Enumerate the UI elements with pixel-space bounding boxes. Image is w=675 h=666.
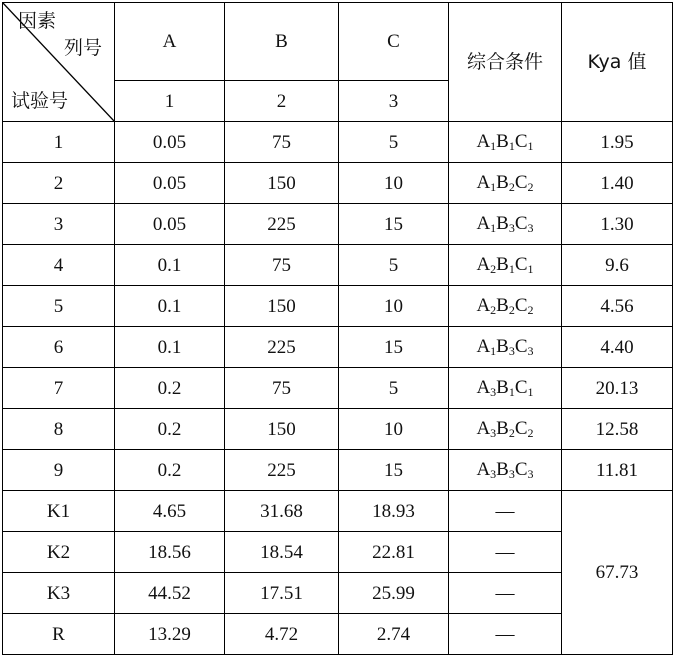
value-c: 10 bbox=[339, 409, 449, 450]
condition-level: 2 bbox=[508, 303, 515, 317]
condition-letter: B bbox=[496, 377, 509, 398]
combined-condition bbox=[449, 409, 562, 450]
combined-condition bbox=[449, 163, 562, 204]
value-c: 5 bbox=[339, 368, 449, 409]
value-c: 5 bbox=[339, 245, 449, 286]
combined-condition bbox=[449, 368, 562, 409]
value-b: 225 bbox=[225, 204, 339, 245]
condition-level: 2 bbox=[527, 426, 534, 440]
combined-condition bbox=[449, 122, 562, 163]
column-number-1: 1 bbox=[115, 81, 225, 122]
kya-value: 4.56 bbox=[562, 286, 673, 327]
summary-label: K3 bbox=[3, 573, 115, 614]
value-a: 0.1 bbox=[115, 286, 225, 327]
condition-letter: B bbox=[496, 336, 509, 357]
kya-value: 11.81 bbox=[562, 450, 673, 491]
condition-level: 2 bbox=[527, 303, 534, 317]
combined-condition bbox=[449, 450, 562, 491]
value-b: 225 bbox=[225, 450, 339, 491]
value-a: 0.2 bbox=[115, 450, 225, 491]
value-b: 150 bbox=[225, 163, 339, 204]
trial-number: 2 bbox=[3, 163, 115, 204]
table-row bbox=[3, 122, 673, 163]
condition-letter: A bbox=[476, 172, 491, 193]
table-row bbox=[3, 245, 673, 286]
summary-dash: — bbox=[449, 614, 562, 655]
condition-level: 1 bbox=[490, 344, 497, 358]
summary-b: 31.68 bbox=[225, 491, 339, 532]
combined-condition bbox=[449, 204, 562, 245]
value-c: 10 bbox=[339, 286, 449, 327]
summary-label: K1 bbox=[3, 491, 115, 532]
kya-value: 4.40 bbox=[562, 327, 673, 368]
value-b: 75 bbox=[225, 245, 339, 286]
value-a: 0.05 bbox=[115, 122, 225, 163]
condition-letter: A bbox=[476, 295, 491, 316]
summary-a: 13.29 bbox=[115, 614, 225, 655]
trial-number: 9 bbox=[3, 450, 115, 491]
kya-value: 12.58 bbox=[562, 409, 673, 450]
condition-letter: B bbox=[496, 459, 509, 480]
summary-c: 2.74 bbox=[339, 614, 449, 655]
condition-level: 3 bbox=[508, 467, 515, 481]
trial-number: 5 bbox=[3, 286, 115, 327]
value-a: 0.2 bbox=[115, 409, 225, 450]
column-number-3: 3 bbox=[339, 81, 449, 122]
condition-level: 3 bbox=[490, 385, 497, 399]
table-row bbox=[3, 204, 673, 245]
summary-c: 18.93 bbox=[339, 491, 449, 532]
value-a: 0.05 bbox=[115, 204, 225, 245]
summary-c: 22.81 bbox=[339, 532, 449, 573]
summary-label: R bbox=[3, 614, 115, 655]
factor-header-b: B bbox=[225, 3, 339, 81]
condition-level: 1 bbox=[508, 139, 515, 153]
condition-letter: B bbox=[496, 295, 509, 316]
combined-condition-header: 综合条件 bbox=[449, 3, 562, 122]
value-a: 0.2 bbox=[115, 368, 225, 409]
condition-level: 3 bbox=[527, 467, 534, 481]
factor-header-c: C bbox=[339, 3, 449, 81]
value-b: 75 bbox=[225, 122, 339, 163]
value-b: 150 bbox=[225, 409, 339, 450]
kya-value: 1.40 bbox=[562, 163, 673, 204]
condition-letter: B bbox=[496, 254, 509, 275]
trial-number: 4 bbox=[3, 245, 115, 286]
table-row bbox=[3, 409, 673, 450]
condition-level: 3 bbox=[490, 426, 497, 440]
combined-condition bbox=[449, 245, 562, 286]
column-number-2: 2 bbox=[225, 81, 339, 122]
value-b: 150 bbox=[225, 286, 339, 327]
summary-a: 18.56 bbox=[115, 532, 225, 573]
summary-a: 44.52 bbox=[115, 573, 225, 614]
condition-level: 1 bbox=[508, 262, 515, 276]
condition-level: 2 bbox=[508, 180, 515, 194]
trial-number: 6 bbox=[3, 327, 115, 368]
condition-letter: A bbox=[476, 131, 491, 152]
summary-dash: — bbox=[449, 532, 562, 573]
corner-factor-label: 因素 bbox=[17, 10, 56, 32]
orthogonal-test-table bbox=[2, 2, 673, 655]
value-a: 0.05 bbox=[115, 163, 225, 204]
combined-condition bbox=[449, 286, 562, 327]
table-row bbox=[3, 286, 673, 327]
condition-level: 3 bbox=[527, 221, 534, 235]
condition-letter: C bbox=[514, 254, 528, 275]
factor-header-a: A bbox=[115, 3, 225, 81]
condition-letter: A bbox=[476, 254, 491, 275]
condition-level: 1 bbox=[527, 139, 534, 153]
condition-level: 1 bbox=[490, 139, 497, 153]
kya-value: 1.95 bbox=[562, 122, 673, 163]
condition-letter: B bbox=[496, 213, 509, 234]
condition-letter: B bbox=[496, 418, 509, 439]
condition-level: 1 bbox=[490, 180, 497, 194]
kya-value: 1.30 bbox=[562, 204, 673, 245]
value-a: 0.1 bbox=[115, 245, 225, 286]
table-row bbox=[3, 327, 673, 368]
condition-letter: C bbox=[514, 459, 528, 480]
summary-a: 4.65 bbox=[115, 491, 225, 532]
kya-total: 67.73 bbox=[562, 491, 673, 655]
condition-level: 2 bbox=[527, 180, 534, 194]
value-b: 75 bbox=[225, 368, 339, 409]
value-c: 15 bbox=[339, 204, 449, 245]
corner-column-label: 列号 bbox=[63, 37, 102, 59]
header-row-factors bbox=[3, 3, 673, 81]
condition-letter: A bbox=[476, 459, 491, 480]
condition-level: 2 bbox=[490, 262, 497, 276]
condition-letter: C bbox=[514, 377, 528, 398]
trial-number: 1 bbox=[3, 122, 115, 163]
corner-cell bbox=[3, 3, 115, 122]
trial-number: 7 bbox=[3, 368, 115, 409]
condition-level: 1 bbox=[527, 385, 534, 399]
value-b: 225 bbox=[225, 327, 339, 368]
summary-label: K2 bbox=[3, 532, 115, 573]
value-a: 0.1 bbox=[115, 327, 225, 368]
summary-c: 25.99 bbox=[339, 573, 449, 614]
condition-letter: C bbox=[514, 418, 528, 439]
value-c: 15 bbox=[339, 450, 449, 491]
table-row bbox=[3, 450, 673, 491]
value-c: 5 bbox=[339, 122, 449, 163]
condition-letter: B bbox=[496, 172, 509, 193]
value-c: 10 bbox=[339, 163, 449, 204]
kya-value: 9.6 bbox=[562, 245, 673, 286]
condition-letter: B bbox=[496, 131, 509, 152]
condition-letter: A bbox=[476, 213, 491, 234]
table-row bbox=[3, 163, 673, 204]
corner-trial-label: 试验号 bbox=[11, 90, 69, 112]
summary-row bbox=[3, 491, 673, 532]
condition-letter: C bbox=[514, 172, 528, 193]
trial-number: 8 bbox=[3, 409, 115, 450]
condition-level: 3 bbox=[508, 344, 515, 358]
summary-dash: — bbox=[449, 573, 562, 614]
condition-level: 1 bbox=[527, 262, 534, 276]
summary-b: 17.51 bbox=[225, 573, 339, 614]
combined-condition bbox=[449, 327, 562, 368]
condition-level: 3 bbox=[527, 344, 534, 358]
condition-letter: C bbox=[514, 131, 528, 152]
summary-dash: — bbox=[449, 491, 562, 532]
condition-level: 3 bbox=[508, 221, 515, 235]
condition-letter: C bbox=[514, 336, 528, 357]
condition-letter: A bbox=[476, 418, 491, 439]
summary-b: 4.72 bbox=[225, 614, 339, 655]
kya-header: Kya 值 bbox=[562, 3, 673, 122]
condition-letter: A bbox=[476, 336, 491, 357]
condition-level: 1 bbox=[508, 385, 515, 399]
trial-number: 3 bbox=[3, 204, 115, 245]
condition-level: 2 bbox=[508, 426, 515, 440]
table-row bbox=[3, 368, 673, 409]
kya-value: 20.13 bbox=[562, 368, 673, 409]
condition-level: 3 bbox=[490, 467, 497, 481]
condition-level: 2 bbox=[490, 303, 497, 317]
condition-level: 1 bbox=[490, 221, 497, 235]
summary-b: 18.54 bbox=[225, 532, 339, 573]
condition-letter: A bbox=[476, 377, 491, 398]
value-c: 15 bbox=[339, 327, 449, 368]
condition-letter: C bbox=[514, 213, 528, 234]
condition-letter: C bbox=[514, 295, 528, 316]
